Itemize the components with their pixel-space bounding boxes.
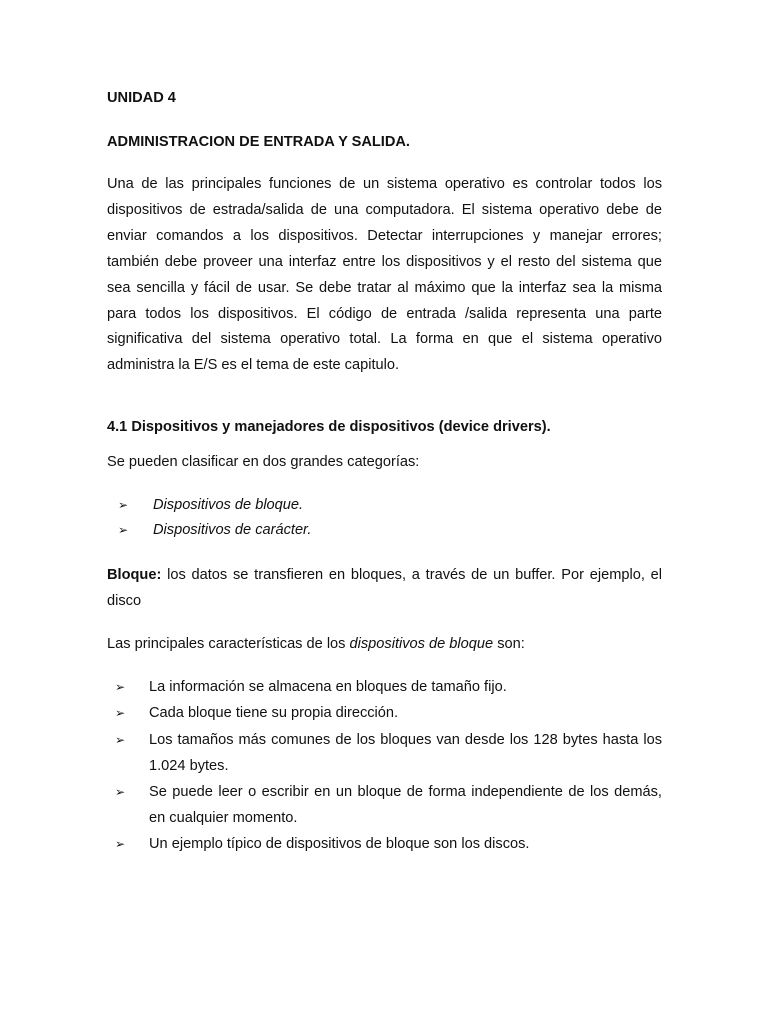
- arrow-bullet-icon: ➢: [118, 498, 129, 512]
- subsection-title: 4.1 Dispositivos y manejadores de dispositivos (device drivers).: [107, 419, 551, 435]
- arrow-bullet-icon: ➢: [115, 680, 126, 694]
- arrow-bullet-icon: ➢: [115, 706, 126, 720]
- category-item-block: Dispositivos de bloque.: [153, 497, 304, 513]
- arrow-bullet-icon: ➢: [115, 785, 126, 799]
- arrow-bullet-icon: ➢: [115, 837, 126, 851]
- characteristics-intro-emphasis: dispositivos de bloque: [349, 636, 494, 652]
- intro-paragraph: Una de las principales funciones de un sistema operativo es controlar todos los dispositivos de estrada/salida de una computadora. El sistema operativo debe de enviar comandos a los dispositivos. Detectar interrupciones y manejar errores; también debe proveer una interfaz entre los dispositivos y el resto del sistema que sea sencilla y fácil de usar. Se debe tratar al máximo que la interfaz sea la misma para todos los dispositivos. El código de entrada /salida representa una parte significativa del sistema operativo total. La forma en que el sistema operativo administra la E/S es el tema de este capitulo.: [107, 176, 662, 374]
- characteristic-item: Se puede leer o escribir en un bloque de forma independiente de los demás, en cualquier momento.: [149, 784, 662, 826]
- arrow-bullet-icon: ➢: [115, 733, 126, 747]
- categories-intro: Se pueden clasificar en dos grandes categorías:: [107, 454, 420, 470]
- characteristic-item: Los tamaños más comunes de los bloques van desde los 128 bytes hasta los 1.024 bytes.: [149, 732, 662, 774]
- characteristics-intro-after: son:: [493, 636, 525, 652]
- unit-title: UNIDAD 4: [107, 90, 176, 106]
- arrow-bullet-icon: ➢: [118, 523, 129, 537]
- characteristics-intro: [107, 634, 525, 654]
- block-term: Bloque:: [107, 567, 162, 583]
- characteristics-intro-before: Las principales características de los: [107, 636, 350, 652]
- characteristic-item: Cada bloque tiene su propia dirección.: [149, 705, 399, 721]
- characteristic-item: Un ejemplo típico de dispositivos de bloque son los discos.: [149, 836, 530, 852]
- category-item-character: Dispositivos de carácter.: [153, 522, 312, 538]
- block-definition-text: los datos se transfieren en bloques, a través de un buffer. Por ejemplo, el disco: [107, 567, 662, 609]
- section-title: ADMINISTRACION DE ENTRADA Y SALIDA.: [107, 134, 410, 150]
- block-definition: [107, 563, 662, 615]
- characteristic-item: La información se almacena en bloques de tamaño fijo.: [149, 679, 507, 695]
